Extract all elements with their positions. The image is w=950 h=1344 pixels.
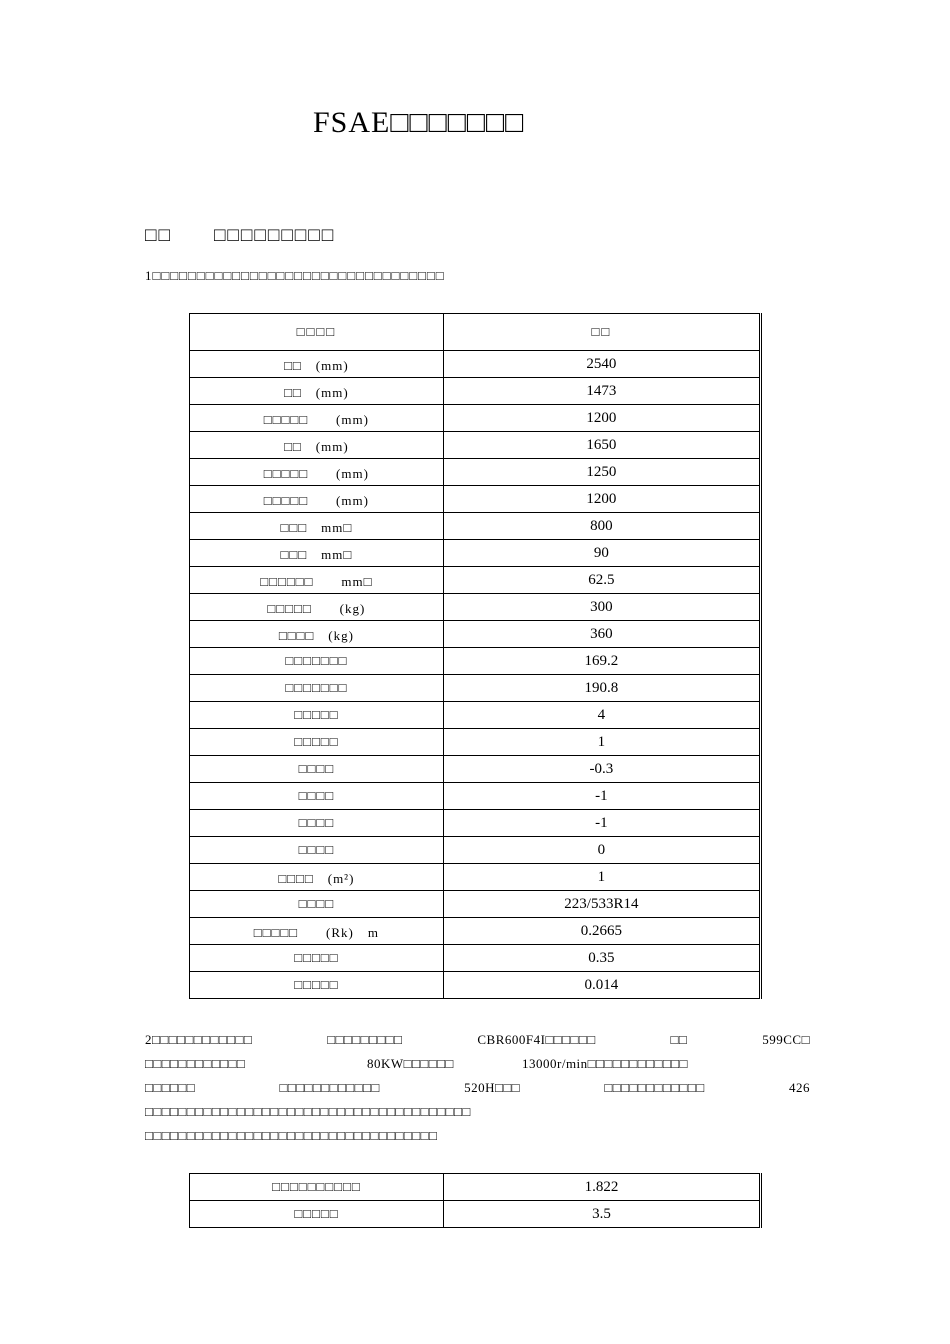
table-row [190,837,761,864]
parameter-cell: □□□□□ [190,702,444,729]
paragraph-segment: □□□□□□□□□□□□ [279,1080,380,1095]
parameter-cell: □□□□□ [190,972,444,999]
paragraph-segment: 599CC□ [762,1032,810,1047]
value-cell: 1.822 [443,1174,760,1201]
value-cell: -1 [443,810,760,837]
paragraph-line [145,1100,810,1124]
parameters-table [189,313,762,999]
parameter-cell: □□□□ [190,783,444,810]
paragraph-line [145,1076,810,1100]
parameter-cell: □□□□ (m²) [190,864,444,891]
value-cell: 62.5 [443,567,760,594]
parameter-cell: □□□□□ (mm) [190,486,444,513]
table-row [190,729,761,756]
parameter-cell: □□□□□ (mm) [190,405,444,432]
parameter-cell: □□□□ [190,891,444,918]
value-cell: 4 [443,702,760,729]
table-row [190,891,761,918]
parameter-cell: □□□□□ (Rk) m [190,918,444,945]
value-cell: 2540 [443,351,760,378]
value-cell: 0.2665 [443,918,760,945]
table-row [190,810,761,837]
paragraph-segment: □□□□□□□□□ [327,1032,403,1047]
parameter-cell: □□□□ [190,810,444,837]
paragraph-segment: 520H□□□ [464,1080,521,1095]
table-row [190,918,761,945]
parameter-cell: □□ (mm) [190,351,444,378]
table-row [190,756,761,783]
table-row [190,513,761,540]
paragraph-segment: □□ [670,1032,688,1047]
table-row [190,783,761,810]
value-cell: 169.2 [443,648,760,675]
transmission-table [189,1173,762,1228]
table-row [190,432,761,459]
parameter-cell: □□□□□ (kg) [190,594,444,621]
value-cell: -0.3 [443,756,760,783]
table-row [190,945,761,972]
parameter-cell: □□□□□□□□□□ [190,1174,444,1201]
column-header-parameter: □□□□ [190,314,444,351]
table-row [190,351,761,378]
parameter-cell: □□ (mm) [190,432,444,459]
table-row [190,675,761,702]
parameter-cell: □□□□ [190,837,444,864]
intro-text: 1□□□□□□□□□□□□□□□□□□□□□□□□□□□□□□□□□ [145,268,445,283]
paragraph-line [145,1124,810,1148]
value-cell: 1 [443,864,760,891]
value-cell: 0.014 [443,972,760,999]
paragraph-line [145,1052,810,1076]
value-cell: 190.8 [443,675,760,702]
section-heading: □□ □□□□□□□□□ [145,225,336,246]
paragraph-segment: CBR600F4I□□□□□□ [477,1032,596,1047]
table-row [190,459,761,486]
value-cell: 300 [443,594,760,621]
parameter-cell: □□□□ [190,756,444,783]
table-row [190,972,761,999]
parameter-cell: □□□□□□□ [190,648,444,675]
table-row [190,594,761,621]
value-cell: 1473 [443,378,760,405]
parameter-cell: □□□□ (kg) [190,621,444,648]
paragraph-segment: 2□□□□□□□□□□□□ [145,1032,253,1047]
table-row [190,540,761,567]
parameter-cell: □□□ mm□ [190,513,444,540]
parameter-cell: □□□□□ [190,1201,444,1228]
parameter-cell: □□□□□ [190,945,444,972]
value-cell: 1200 [443,405,760,432]
parameter-cell: □□□□□□□ [190,675,444,702]
table-row [190,621,761,648]
value-cell: 3.5 [443,1201,760,1228]
table-row [190,405,761,432]
value-cell: 800 [443,513,760,540]
paragraph-segment: 426 [788,1080,810,1095]
value-cell: 223/533R14 [443,891,760,918]
table-row [190,486,761,513]
paragraph-segment: □□□□□□□□□□□□ [604,1080,705,1095]
table-row [190,567,761,594]
value-cell: 1650 [443,432,760,459]
parameter-cell: □□ (mm) [190,378,444,405]
parameter-cell: □□□□□ [190,729,444,756]
parameter-cell: □□□□□□ mm□ [190,567,444,594]
value-cell: 1250 [443,459,760,486]
paragraph-segment: □□□□□□□□□□□□□□□□□□□□□□□□□□□□□□□□□□□□□□□ [145,1104,471,1119]
parameter-cell: □□□□□ (mm) [190,459,444,486]
paragraph-segment: 80KW□□□□□□ [367,1056,454,1071]
value-cell: 90 [443,540,760,567]
paragraph-segment: 13000r/min□□□□□□□□□□□□ [522,1056,688,1071]
paragraph-segment: □□□□□□ [145,1080,196,1095]
table-row [190,702,761,729]
column-header-value: □□ [443,314,760,351]
paragraph-line [145,1028,810,1052]
engine-paragraph [145,1028,810,1148]
value-cell: 360 [443,621,760,648]
table-header-row [190,314,761,351]
table-row [190,1174,761,1201]
table-row [190,864,761,891]
value-cell: 0 [443,837,760,864]
value-cell: 1 [443,729,760,756]
paragraph-segment: □□□□□□□□□□□□ [145,1056,246,1071]
table-row [190,1201,761,1228]
value-cell: -1 [443,783,760,810]
table-row [190,648,761,675]
parameter-cell: □□□ mm□ [190,540,444,567]
table-row [190,378,761,405]
page-title: FSAE□□□□□□□ [313,106,525,139]
value-cell: 0.35 [443,945,760,972]
value-cell: 1200 [443,486,760,513]
paragraph-segment: □□□□□□□□□□□□□□□□□□□□□□□□□□□□□□□□□□□ [145,1128,438,1143]
